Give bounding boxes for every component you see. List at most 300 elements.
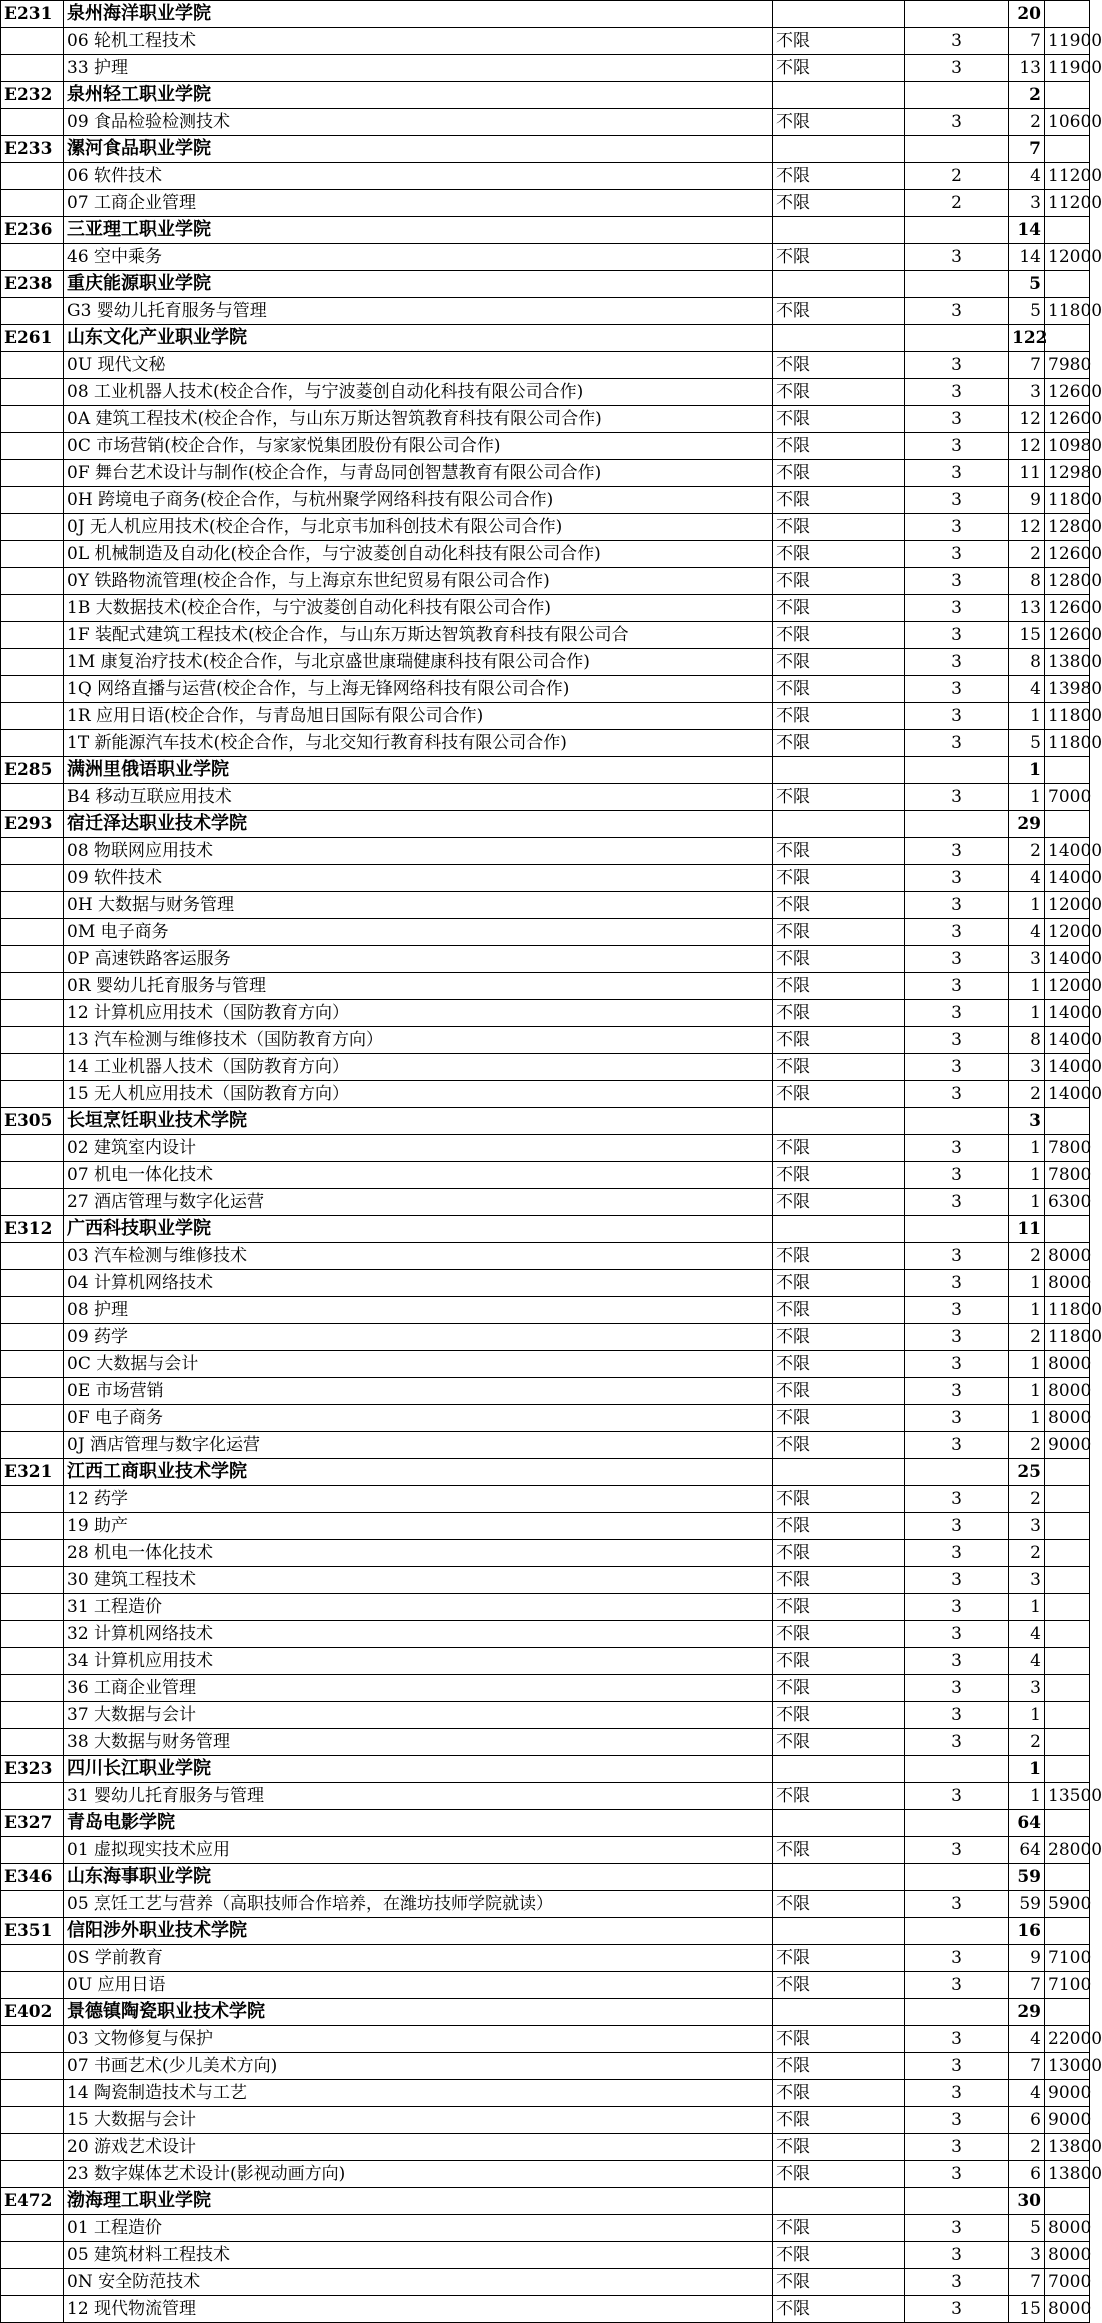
empty-cell <box>1 973 64 1000</box>
plan-count: 4 <box>1009 163 1045 190</box>
tuition-fee: 12600 <box>1045 622 1090 649</box>
subject-restriction: 不限 <box>773 1837 905 1864</box>
major-name: 27 酒店管理与数字化运营 <box>64 1189 773 1216</box>
empty-cell <box>1 1702 64 1729</box>
school-code: E321 <box>1 1459 64 1486</box>
major-name: 0F 电子商务 <box>64 1405 773 1432</box>
school-total: 5 <box>1009 271 1045 298</box>
study-years: 3 <box>905 1162 1009 1189</box>
major-row <box>1 379 1090 406</box>
plan-count: 15 <box>1009 622 1045 649</box>
subject-restriction: 不限 <box>773 1621 905 1648</box>
major-row <box>1 28 1090 55</box>
major-name: 08 护理 <box>64 1297 773 1324</box>
study-years: 3 <box>905 298 1009 325</box>
plan-count: 2 <box>1009 1324 1045 1351</box>
study-years: 3 <box>905 379 1009 406</box>
school-code: E293 <box>1 811 64 838</box>
subject-restriction: 不限 <box>773 1027 905 1054</box>
major-row <box>1 1783 1090 1810</box>
tuition-fee: 8000 <box>1045 2242 1090 2269</box>
major-name: 46 空中乘务 <box>64 244 773 271</box>
major-name: 06 轮机工程技术 <box>64 28 773 55</box>
plan-count: 13 <box>1009 55 1045 82</box>
study-years: 3 <box>905 784 1009 811</box>
empty-cell <box>1 838 64 865</box>
major-name: 01 虚拟现实技术应用 <box>64 1837 773 1864</box>
major-name: 0U 现代文秘 <box>64 352 773 379</box>
empty-cell <box>773 1864 905 1891</box>
subject-restriction: 不限 <box>773 1729 905 1756</box>
subject-restriction: 不限 <box>773 1243 905 1270</box>
plan-count: 2 <box>1009 1432 1045 1459</box>
empty-cell <box>1045 1756 1090 1783</box>
tuition-fee: 12800 <box>1045 568 1090 595</box>
table-body <box>1 1 1102 2323</box>
major-row <box>1 1432 1090 1459</box>
major-row <box>1 703 1090 730</box>
study-years: 3 <box>905 2134 1009 2161</box>
plan-count: 2 <box>1009 838 1045 865</box>
major-name: 05 烹饪工艺与营养（高职技师合作培养，在潍坊技师学院就读） <box>64 1891 773 1918</box>
school-total: 25 <box>1009 1459 1045 1486</box>
school-code: E285 <box>1 757 64 784</box>
major-row <box>1 1081 1090 1108</box>
plan-count: 8 <box>1009 649 1045 676</box>
study-years: 3 <box>905 28 1009 55</box>
empty-cell <box>1 1162 64 1189</box>
major-name: 0L 机械制造及自动化(校企合作，与宁波菱创自动化科技有限公司合作) <box>64 541 773 568</box>
major-name: 34 计算机应用技术 <box>64 1648 773 1675</box>
major-row <box>1 1162 1090 1189</box>
empty-cell <box>1 1243 64 1270</box>
major-name: 03 文物修复与保护 <box>64 2026 773 2053</box>
major-name: 0A 建筑工程技术(校企合作，与山东万斯达智筑教育科技有限公司合作) <box>64 406 773 433</box>
major-row <box>1 1648 1090 1675</box>
subject-restriction: 不限 <box>773 487 905 514</box>
empty-cell <box>773 136 905 163</box>
subject-restriction: 不限 <box>773 1972 905 1999</box>
study-years: 3 <box>905 2161 1009 2188</box>
plan-count: 12 <box>1009 433 1045 460</box>
major-name: 15 无人机应用技术（国防教育方向） <box>64 1081 773 1108</box>
plan-count: 6 <box>1009 2161 1045 2188</box>
subject-restriction: 不限 <box>773 1540 905 1567</box>
major-name: 0C 大数据与会计 <box>64 1351 773 1378</box>
major-row <box>1 406 1090 433</box>
tuition-fee: 9000 <box>1045 1432 1090 1459</box>
major-row <box>1 55 1090 82</box>
tuition-fee: 11800 <box>1045 730 1090 757</box>
major-row <box>1 649 1090 676</box>
major-name: 08 物联网应用技术 <box>64 838 773 865</box>
empty-cell <box>1045 325 1090 352</box>
study-years: 3 <box>905 2296 1009 2323</box>
empty-cell <box>773 325 905 352</box>
empty-cell <box>1045 217 1090 244</box>
study-years: 3 <box>905 1405 1009 1432</box>
major-name: 12 现代物流管理 <box>64 2296 773 2323</box>
major-name: 0H 大数据与财务管理 <box>64 892 773 919</box>
plan-count: 3 <box>1009 2242 1045 2269</box>
major-name: 20 游戏艺术设计 <box>64 2134 773 2161</box>
empty-cell <box>773 811 905 838</box>
subject-restriction: 不限 <box>773 1270 905 1297</box>
empty-cell <box>1 649 64 676</box>
study-years: 3 <box>905 406 1009 433</box>
subject-restriction: 不限 <box>773 1378 905 1405</box>
subject-restriction: 不限 <box>773 1891 905 1918</box>
empty-cell <box>1 1513 64 1540</box>
empty-cell <box>1 109 64 136</box>
school-name: 信阳涉外职业技术学院 <box>64 1918 773 1945</box>
empty-cell <box>1045 1 1090 28</box>
school-total: 29 <box>1009 811 1045 838</box>
subject-restriction: 不限 <box>773 1000 905 1027</box>
tuition-fee: 28000 <box>1045 1837 1090 1864</box>
empty-cell <box>1 1621 64 1648</box>
plan-count: 1 <box>1009 1270 1045 1297</box>
subject-restriction: 不限 <box>773 2269 905 2296</box>
empty-cell <box>1 406 64 433</box>
major-row <box>1 1621 1090 1648</box>
empty-cell <box>905 2188 1009 2215</box>
major-name: 0H 跨境电子商务(校企合作，与杭州聚学网络科技有限公司合作) <box>64 487 773 514</box>
tuition-fee: 12800 <box>1045 514 1090 541</box>
empty-cell <box>1045 1459 1090 1486</box>
plan-count: 12 <box>1009 406 1045 433</box>
major-row <box>1 163 1090 190</box>
empty-cell <box>1 784 64 811</box>
study-years: 3 <box>905 892 1009 919</box>
subject-restriction: 不限 <box>773 649 905 676</box>
major-row <box>1 1270 1090 1297</box>
major-row <box>1 865 1090 892</box>
school-row <box>1 1999 1090 2026</box>
empty-cell <box>1 28 64 55</box>
tuition-fee <box>1045 1567 1090 1594</box>
plan-count: 1 <box>1009 1405 1045 1432</box>
study-years: 3 <box>905 946 1009 973</box>
plan-count: 5 <box>1009 298 1045 325</box>
major-row <box>1 460 1090 487</box>
major-name: 14 陶瓷制造技术与工艺 <box>64 2080 773 2107</box>
study-years: 3 <box>905 460 1009 487</box>
school-code: E402 <box>1 1999 64 2026</box>
subject-restriction: 不限 <box>773 28 905 55</box>
empty-cell <box>1 541 64 568</box>
study-years: 3 <box>905 1594 1009 1621</box>
subject-restriction: 不限 <box>773 541 905 568</box>
tuition-fee: 11900 <box>1045 28 1090 55</box>
school-name: 三亚理工职业学院 <box>64 217 773 244</box>
study-years: 3 <box>905 1540 1009 1567</box>
subject-restriction: 不限 <box>773 622 905 649</box>
major-row <box>1 2215 1090 2242</box>
subject-restriction: 不限 <box>773 1189 905 1216</box>
major-name: 0F 舞台艺术设计与制作(校企合作，与青岛同创智慧教育有限公司合作) <box>64 460 773 487</box>
study-years: 3 <box>905 1189 1009 1216</box>
empty-cell <box>1 1486 64 1513</box>
major-row <box>1 1405 1090 1432</box>
tuition-fee: 14000 <box>1045 1081 1090 1108</box>
empty-cell <box>1 1378 64 1405</box>
school-name: 广西科技职业学院 <box>64 1216 773 1243</box>
tuition-fee: 13800 <box>1045 2161 1090 2188</box>
subject-restriction: 不限 <box>773 568 905 595</box>
empty-cell <box>1045 1918 1090 1945</box>
major-row <box>1 1540 1090 1567</box>
study-years: 3 <box>905 1567 1009 1594</box>
subject-restriction: 不限 <box>773 1513 905 1540</box>
subject-restriction: 不限 <box>773 2053 905 2080</box>
empty-cell <box>1 1405 64 1432</box>
school-code: E472 <box>1 2188 64 2215</box>
major-row <box>1 784 1090 811</box>
subject-restriction: 不限 <box>773 55 905 82</box>
school-name: 满洲里俄语职业学院 <box>64 757 773 784</box>
study-years: 3 <box>905 1054 1009 1081</box>
empty-cell <box>1 703 64 730</box>
empty-cell <box>773 1459 905 1486</box>
major-name: 07 机电一体化技术 <box>64 1162 773 1189</box>
major-name: 13 汽车检测与维修技术（国防教育方向） <box>64 1027 773 1054</box>
school-total: 3 <box>1009 1108 1045 1135</box>
school-total: 14 <box>1009 217 1045 244</box>
subject-restriction: 不限 <box>773 244 905 271</box>
subject-restriction: 不限 <box>773 514 905 541</box>
empty-cell <box>1 1594 64 1621</box>
major-row <box>1 1513 1090 1540</box>
subject-restriction: 不限 <box>773 1432 905 1459</box>
study-years: 3 <box>905 433 1009 460</box>
subject-restriction: 不限 <box>773 1783 905 1810</box>
tuition-fee: 12600 <box>1045 406 1090 433</box>
plan-count: 7 <box>1009 2269 1045 2296</box>
study-years: 3 <box>905 1702 1009 1729</box>
subject-restriction: 不限 <box>773 2026 905 2053</box>
subject-restriction: 不限 <box>773 1945 905 1972</box>
major-name: 1M 康复治疗技术(校企合作，与北京盛世康瑞健康科技有限公司合作) <box>64 649 773 676</box>
plan-count: 3 <box>1009 1513 1045 1540</box>
subject-restriction: 不限 <box>773 379 905 406</box>
school-name: 渤海理工职业学院 <box>64 2188 773 2215</box>
plan-count: 1 <box>1009 1189 1045 1216</box>
empty-cell <box>1 919 64 946</box>
tuition-fee: 8000 <box>1045 1378 1090 1405</box>
major-row <box>1 2026 1090 2053</box>
plan-count: 7 <box>1009 1972 1045 1999</box>
study-years: 3 <box>905 55 1009 82</box>
empty-cell <box>1 2134 64 2161</box>
major-name: 28 机电一体化技术 <box>64 1540 773 1567</box>
school-row <box>1 325 1090 352</box>
study-years: 3 <box>905 2026 1009 2053</box>
plan-count: 4 <box>1009 2080 1045 2107</box>
subject-restriction: 不限 <box>773 190 905 217</box>
plan-count: 2 <box>1009 1540 1045 1567</box>
empty-cell <box>1 622 64 649</box>
empty-cell <box>773 2188 905 2215</box>
major-row <box>1 1945 1090 1972</box>
school-code: E231 <box>1 1 64 28</box>
school-total: 29 <box>1009 1999 1045 2026</box>
tuition-fee: 13980 <box>1045 676 1090 703</box>
major-name: 1F 装配式建筑工程技术(校企合作，与山东万斯达智筑教育科技有限公司合 <box>64 622 773 649</box>
plan-count: 3 <box>1009 1567 1045 1594</box>
plan-count: 11 <box>1009 460 1045 487</box>
school-code: E305 <box>1 1108 64 1135</box>
plan-count: 13 <box>1009 595 1045 622</box>
tuition-fee: 13000 <box>1045 2053 1090 2080</box>
empty-cell <box>773 1756 905 1783</box>
school-row <box>1 82 1090 109</box>
school-code: E236 <box>1 217 64 244</box>
subject-restriction: 不限 <box>773 433 905 460</box>
tuition-fee: 7000 <box>1045 784 1090 811</box>
plan-count: 3 <box>1009 1675 1045 1702</box>
school-name: 江西工商职业技术学院 <box>64 1459 773 1486</box>
plan-count: 1 <box>1009 1000 1045 1027</box>
subject-restriction: 不限 <box>773 865 905 892</box>
school-code: E323 <box>1 1756 64 1783</box>
plan-count: 2 <box>1009 1486 1045 1513</box>
plan-count: 1 <box>1009 973 1045 1000</box>
plan-count: 2 <box>1009 2134 1045 2161</box>
major-row <box>1 2296 1090 2323</box>
study-years: 3 <box>905 676 1009 703</box>
empty-cell <box>905 1918 1009 1945</box>
school-total: 11 <box>1009 1216 1045 1243</box>
empty-cell <box>905 271 1009 298</box>
plan-count: 4 <box>1009 865 1045 892</box>
major-row <box>1 838 1090 865</box>
major-row <box>1 1297 1090 1324</box>
study-years: 3 <box>905 1000 1009 1027</box>
empty-cell <box>1 433 64 460</box>
study-years: 3 <box>905 352 1009 379</box>
plan-count: 1 <box>1009 1351 1045 1378</box>
empty-cell <box>1 865 64 892</box>
empty-cell <box>1 163 64 190</box>
tuition-fee: 11800 <box>1045 703 1090 730</box>
empty-cell <box>1 55 64 82</box>
tuition-fee: 8000 <box>1045 1351 1090 1378</box>
study-years: 3 <box>905 1243 1009 1270</box>
major-row <box>1 973 1090 1000</box>
school-name: 青岛电影学院 <box>64 1810 773 1837</box>
school-code: E312 <box>1 1216 64 1243</box>
empty-cell <box>773 1 905 28</box>
study-years: 3 <box>905 1486 1009 1513</box>
study-years: 3 <box>905 1081 1009 1108</box>
study-years: 3 <box>905 1027 1009 1054</box>
empty-cell <box>1 1324 64 1351</box>
major-name: 19 助产 <box>64 1513 773 1540</box>
tuition-fee: 7000 <box>1045 2269 1090 2296</box>
study-years: 3 <box>905 487 1009 514</box>
tuition-fee: 5900 <box>1045 1891 1090 1918</box>
tuition-fee <box>1045 1594 1090 1621</box>
plan-count: 1 <box>1009 1702 1045 1729</box>
subject-restriction: 不限 <box>773 1081 905 1108</box>
school-code: E351 <box>1 1918 64 1945</box>
major-name: 0Y 铁路物流管理(校企合作，与上海京东世纪贸易有限公司合作) <box>64 568 773 595</box>
school-row <box>1 1756 1090 1783</box>
empty-cell <box>1 2053 64 2080</box>
major-row <box>1 2053 1090 2080</box>
major-row <box>1 1243 1090 1270</box>
major-name: 08 工业机器人技术(校企合作，与宁波菱创自动化科技有限公司合作) <box>64 379 773 406</box>
subject-restriction: 不限 <box>773 730 905 757</box>
major-name: 0S 学前教育 <box>64 1945 773 1972</box>
subject-restriction: 不限 <box>773 1054 905 1081</box>
empty-cell <box>1045 757 1090 784</box>
plan-count: 1 <box>1009 703 1045 730</box>
empty-cell <box>1 1729 64 1756</box>
empty-cell <box>905 217 1009 244</box>
major-row <box>1 1594 1090 1621</box>
major-row <box>1 1837 1090 1864</box>
empty-cell <box>1 1891 64 1918</box>
major-name: 14 工业机器人技术（国防教育方向） <box>64 1054 773 1081</box>
major-row <box>1 1675 1090 1702</box>
tuition-fee: 10600 <box>1045 109 1090 136</box>
tuition-fee: 13500 <box>1045 1783 1090 1810</box>
empty-cell <box>773 82 905 109</box>
tuition-fee: 11800 <box>1045 298 1090 325</box>
empty-cell <box>1 1135 64 1162</box>
major-row <box>1 352 1090 379</box>
empty-cell <box>905 1756 1009 1783</box>
subject-restriction: 不限 <box>773 1297 905 1324</box>
tuition-fee: 14000 <box>1045 946 1090 973</box>
major-name: 33 护理 <box>64 55 773 82</box>
subject-restriction: 不限 <box>773 973 905 1000</box>
school-name: 长垣烹饪职业技术学院 <box>64 1108 773 1135</box>
empty-cell <box>1 1297 64 1324</box>
major-name: 38 大数据与财务管理 <box>64 1729 773 1756</box>
subject-restriction: 不限 <box>773 163 905 190</box>
study-years: 3 <box>905 703 1009 730</box>
tuition-fee: 14000 <box>1045 865 1090 892</box>
school-row <box>1 1459 1090 1486</box>
major-name: 0J 酒店管理与数字化运营 <box>64 1432 773 1459</box>
study-years: 3 <box>905 1351 1009 1378</box>
major-name: 31 工程造价 <box>64 1594 773 1621</box>
tuition-fee <box>1045 1513 1090 1540</box>
empty-cell <box>1045 2188 1090 2215</box>
empty-cell <box>905 1216 1009 1243</box>
major-row <box>1 892 1090 919</box>
study-years: 3 <box>905 1648 1009 1675</box>
major-name: 1R 应用日语(校企合作，与青岛旭日国际有限公司合作) <box>64 703 773 730</box>
major-name: 36 工商企业管理 <box>64 1675 773 1702</box>
major-name: 15 大数据与会计 <box>64 2107 773 2134</box>
study-years: 3 <box>905 1513 1009 1540</box>
major-row <box>1 514 1090 541</box>
empty-cell <box>1 1054 64 1081</box>
school-total: 59 <box>1009 1864 1045 1891</box>
major-name: 0R 婴幼儿托育服务与管理 <box>64 973 773 1000</box>
empty-cell <box>1 2215 64 2242</box>
empty-cell <box>905 82 1009 109</box>
empty-cell <box>773 217 905 244</box>
subject-restriction: 不限 <box>773 406 905 433</box>
study-years: 3 <box>905 730 1009 757</box>
empty-cell <box>1 487 64 514</box>
subject-restriction: 不限 <box>773 1648 905 1675</box>
